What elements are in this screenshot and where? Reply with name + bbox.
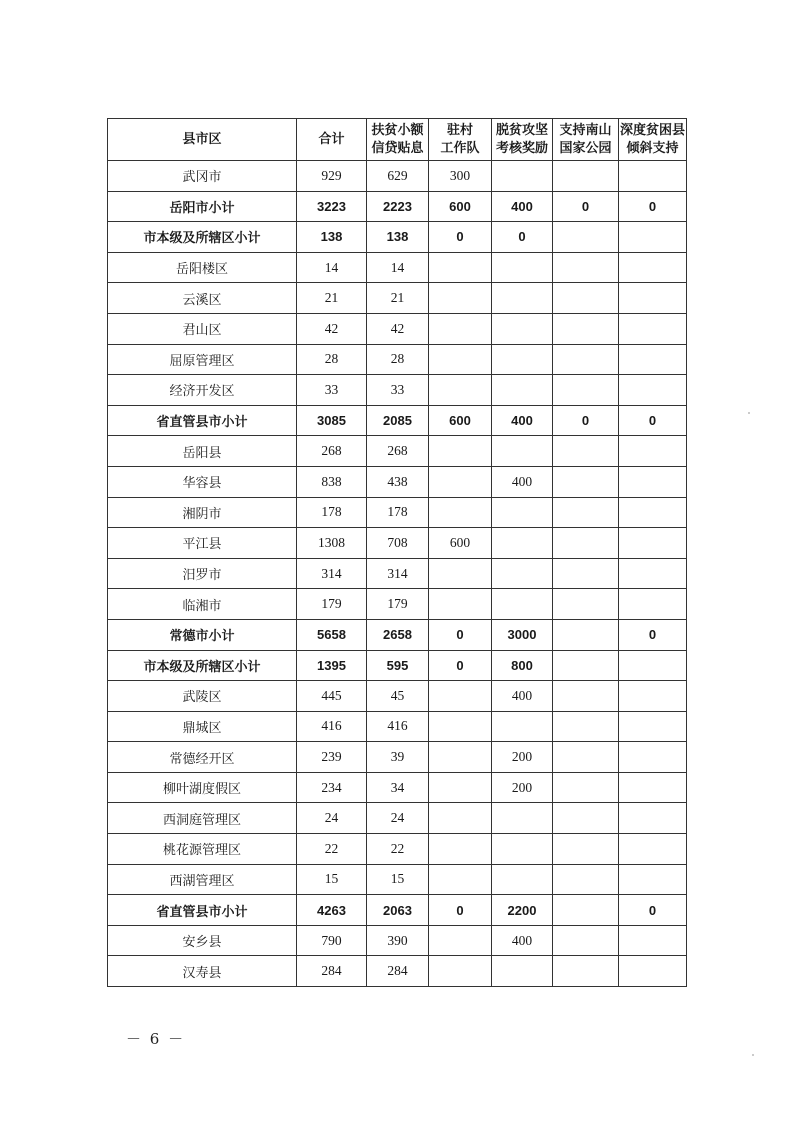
table-row [108,375,687,406]
amount-cell [553,436,619,467]
amount-cell: 929 [297,161,367,192]
subtotal-row [108,619,687,650]
amount-cell: 15 [297,864,367,895]
region-name-cell: 汨罗市 [108,558,297,589]
amount-cell [619,864,687,895]
amount-cell [619,742,687,773]
region-name-cell: 屈原管理区 [108,344,297,375]
amount-cell: 179 [367,589,429,620]
header-text-line: 县市区 [182,131,222,147]
amount-cell [553,772,619,803]
amount-cell [492,528,553,559]
amount-cell: 284 [297,956,367,987]
amount-cell [553,619,619,650]
amount-cell: 28 [367,344,429,375]
amount-cell: 28 [297,344,367,375]
amount-cell: 2223 [367,191,429,222]
amount-cell [619,803,687,834]
amount-cell [553,252,619,283]
amount-cell [429,375,492,406]
amount-cell: 34 [367,772,429,803]
table-row [108,313,687,344]
header-text-line: 支持南山 [559,122,612,138]
region-name-cell: 省直管县市小计 [108,405,297,436]
amount-cell [429,925,492,956]
region-name-cell: 经济开发区 [108,375,297,406]
amount-cell: 24 [367,803,429,834]
amount-cell: 200 [492,772,553,803]
amount-cell [619,344,687,375]
amount-cell: 15 [367,864,429,895]
amount-cell [429,772,492,803]
amount-cell [619,436,687,467]
amount-cell: 600 [429,405,492,436]
amount-cell: 33 [297,375,367,406]
amount-cell: 0 [619,191,687,222]
amount-cell [553,650,619,681]
amount-cell: 0 [429,619,492,650]
amount-cell [429,252,492,283]
amount-cell [492,283,553,314]
region-name-cell: 华容县 [108,466,297,497]
scan-speck [748,412,750,414]
amount-cell [492,161,553,192]
amount-cell: 600 [429,528,492,559]
amount-cell [619,650,687,681]
amount-cell [619,497,687,528]
header-deep-poverty [619,119,687,161]
header-microcredit-subsidy [367,119,429,161]
amount-cell [619,589,687,620]
region-name-cell: 武冈市 [108,161,297,192]
amount-cell: 0 [553,191,619,222]
amount-cell: 2085 [367,405,429,436]
amount-cell [429,681,492,712]
region-name-cell: 云溪区 [108,283,297,314]
amount-cell: 239 [297,742,367,773]
amount-cell: 0 [492,222,553,253]
amount-cell: 314 [297,558,367,589]
amount-cell: 400 [492,466,553,497]
amount-cell [553,834,619,865]
amount-cell: 708 [367,528,429,559]
amount-cell: 3000 [492,619,553,650]
header-text-line: 扶贫小额 [371,122,424,138]
amount-cell: 838 [297,466,367,497]
table-row [108,497,687,528]
amount-cell: 314 [367,558,429,589]
amount-cell [553,528,619,559]
region-name-cell: 西洞庭管理区 [108,803,297,834]
table-row [108,283,687,314]
amount-cell [619,283,687,314]
amount-cell: 21 [367,283,429,314]
amount-cell: 416 [297,711,367,742]
amount-cell [492,313,553,344]
amount-cell: 1395 [297,650,367,681]
amount-cell [492,589,553,620]
amount-cell: 0 [429,650,492,681]
header-text-line: 深度贫困县 [619,122,685,138]
amount-cell: 22 [367,834,429,865]
subtotal-row [108,191,687,222]
table-row [108,956,687,987]
table-row [108,436,687,467]
amount-cell [492,803,553,834]
amount-cell [429,834,492,865]
amount-cell [619,375,687,406]
header-text-line: 倾斜支持 [626,140,679,156]
amount-cell: 600 [429,191,492,222]
header-text-line: 驻村 [446,122,473,138]
amount-cell: 21 [297,283,367,314]
amount-cell [553,344,619,375]
amount-cell [429,558,492,589]
amount-cell: 400 [492,681,553,712]
amount-cell [429,589,492,620]
table-header-row [108,119,687,161]
amount-cell: 4263 [297,895,367,926]
amount-cell [619,956,687,987]
amount-cell [492,834,553,865]
amount-cell [492,252,553,283]
amount-cell [553,956,619,987]
amount-cell [553,711,619,742]
header-text-line: 合计 [318,131,345,147]
header-assessment-award [492,119,553,161]
amount-cell [429,344,492,375]
amount-cell [619,161,687,192]
table-row [108,252,687,283]
amount-cell [553,895,619,926]
amount-cell [619,252,687,283]
amount-cell [619,834,687,865]
amount-cell [429,803,492,834]
region-name-cell: 常德市小计 [108,619,297,650]
amount-cell [553,466,619,497]
table-row [108,834,687,865]
amount-cell: 39 [367,742,429,773]
amount-cell: 0 [553,405,619,436]
table-row [108,344,687,375]
scan-speck [752,1054,754,1056]
amount-cell [429,711,492,742]
subtotal-row [108,405,687,436]
region-name-cell: 省直管县市小计 [108,895,297,926]
amount-cell [553,375,619,406]
amount-cell [619,528,687,559]
region-name-cell: 岳阳市小计 [108,191,297,222]
header-text-line: 信贷贴息 [371,140,424,156]
amount-cell: 3085 [297,405,367,436]
region-name-cell: 平江县 [108,528,297,559]
amount-cell: 416 [367,711,429,742]
region-name-cell: 桃花源管理区 [108,834,297,865]
amount-cell: 200 [492,742,553,773]
amount-cell: 138 [297,222,367,253]
amount-cell: 45 [367,681,429,712]
amount-cell: 0 [619,619,687,650]
amount-cell: 445 [297,681,367,712]
region-name-cell: 安乡县 [108,925,297,956]
amount-cell: 2063 [367,895,429,926]
region-name-cell: 岳阳县 [108,436,297,467]
amount-cell: 24 [297,803,367,834]
region-name-cell: 市本级及所辖区小计 [108,222,297,253]
table-row [108,772,687,803]
amount-cell: 14 [367,252,429,283]
table-row [108,681,687,712]
header-text-line: 工作队 [440,140,480,156]
amount-cell: 1308 [297,528,367,559]
amount-cell [429,956,492,987]
amount-cell: 14 [297,252,367,283]
amount-cell: 0 [429,222,492,253]
amount-cell: 790 [297,925,367,956]
page-number: － 6 － [126,1030,186,1048]
amount-cell [553,925,619,956]
amount-cell: 400 [492,191,553,222]
amount-cell: 0 [619,405,687,436]
amount-cell [553,742,619,773]
header-text-line: 脱贫攻坚 [495,122,548,138]
amount-cell [492,375,553,406]
amount-cell [619,558,687,589]
amount-cell [553,589,619,620]
amount-cell [429,436,492,467]
header-county [108,119,297,161]
amount-cell: 284 [367,956,429,987]
amount-cell: 438 [367,466,429,497]
amount-cell: 3223 [297,191,367,222]
subtotal-row [108,895,687,926]
amount-cell: 390 [367,925,429,956]
amount-cell: 2200 [492,895,553,926]
amount-cell [429,742,492,773]
region-name-cell: 柳叶湖度假区 [108,772,297,803]
amount-cell: 268 [367,436,429,467]
header-nanshan-park [553,119,619,161]
amount-cell [553,497,619,528]
region-name-cell: 常德经开区 [108,742,297,773]
amount-cell [429,283,492,314]
region-name-cell: 岳阳楼区 [108,252,297,283]
amount-cell: 0 [619,895,687,926]
amount-cell: 400 [492,405,553,436]
amount-cell: 268 [297,436,367,467]
region-name-cell: 君山区 [108,313,297,344]
amount-cell: 178 [367,497,429,528]
region-name-cell: 武陵区 [108,681,297,712]
amount-cell: 42 [367,313,429,344]
amount-cell [429,497,492,528]
header-text-line: 考核奖励 [495,140,548,156]
amount-cell: 629 [367,161,429,192]
amount-cell: 800 [492,650,553,681]
amount-cell: 400 [492,925,553,956]
amount-cell: 234 [297,772,367,803]
amount-cell [553,558,619,589]
region-name-cell: 西湖管理区 [108,864,297,895]
amount-cell: 595 [367,650,429,681]
amount-cell: 5658 [297,619,367,650]
amount-cell: 33 [367,375,429,406]
amount-cell [492,497,553,528]
amount-cell [619,711,687,742]
region-name-cell: 湘阴市 [108,497,297,528]
amount-cell [429,466,492,497]
amount-cell [619,222,687,253]
amount-cell: 138 [367,222,429,253]
funding-table [107,118,687,987]
header-village-team [429,119,492,161]
amount-cell [619,313,687,344]
subtotal-row [108,222,687,253]
table-row [108,925,687,956]
amount-cell: 179 [297,589,367,620]
amount-cell [553,283,619,314]
region-name-cell: 市本级及所辖区小计 [108,650,297,681]
amount-cell [429,864,492,895]
table-row [108,528,687,559]
amount-cell [619,925,687,956]
table-body [108,161,687,987]
header-total [297,119,367,161]
region-name-cell: 临湘市 [108,589,297,620]
table-row [108,803,687,834]
table-row [108,864,687,895]
amount-cell [492,864,553,895]
table-row [108,589,687,620]
amount-cell [492,344,553,375]
subtotal-row [108,650,687,681]
amount-cell: 2658 [367,619,429,650]
region-name-cell: 汉寿县 [108,956,297,987]
amount-cell: 300 [429,161,492,192]
table-row [108,558,687,589]
amount-cell [553,681,619,712]
amount-cell [553,222,619,253]
table-row [108,711,687,742]
amount-cell: 22 [297,834,367,865]
table-row [108,742,687,773]
amount-cell [619,466,687,497]
amount-cell [619,681,687,712]
amount-cell [553,161,619,192]
amount-cell [429,313,492,344]
amount-cell [492,956,553,987]
amount-cell: 0 [429,895,492,926]
amount-cell [553,864,619,895]
amount-cell [553,803,619,834]
table-row [108,466,687,497]
region-name-cell: 鼎城区 [108,711,297,742]
amount-cell [492,558,553,589]
amount-cell: 42 [297,313,367,344]
amount-cell: 178 [297,497,367,528]
table-row [108,161,687,192]
amount-cell [619,772,687,803]
amount-cell [492,436,553,467]
header-text-line: 国家公园 [559,140,612,156]
amount-cell [492,711,553,742]
amount-cell [553,313,619,344]
